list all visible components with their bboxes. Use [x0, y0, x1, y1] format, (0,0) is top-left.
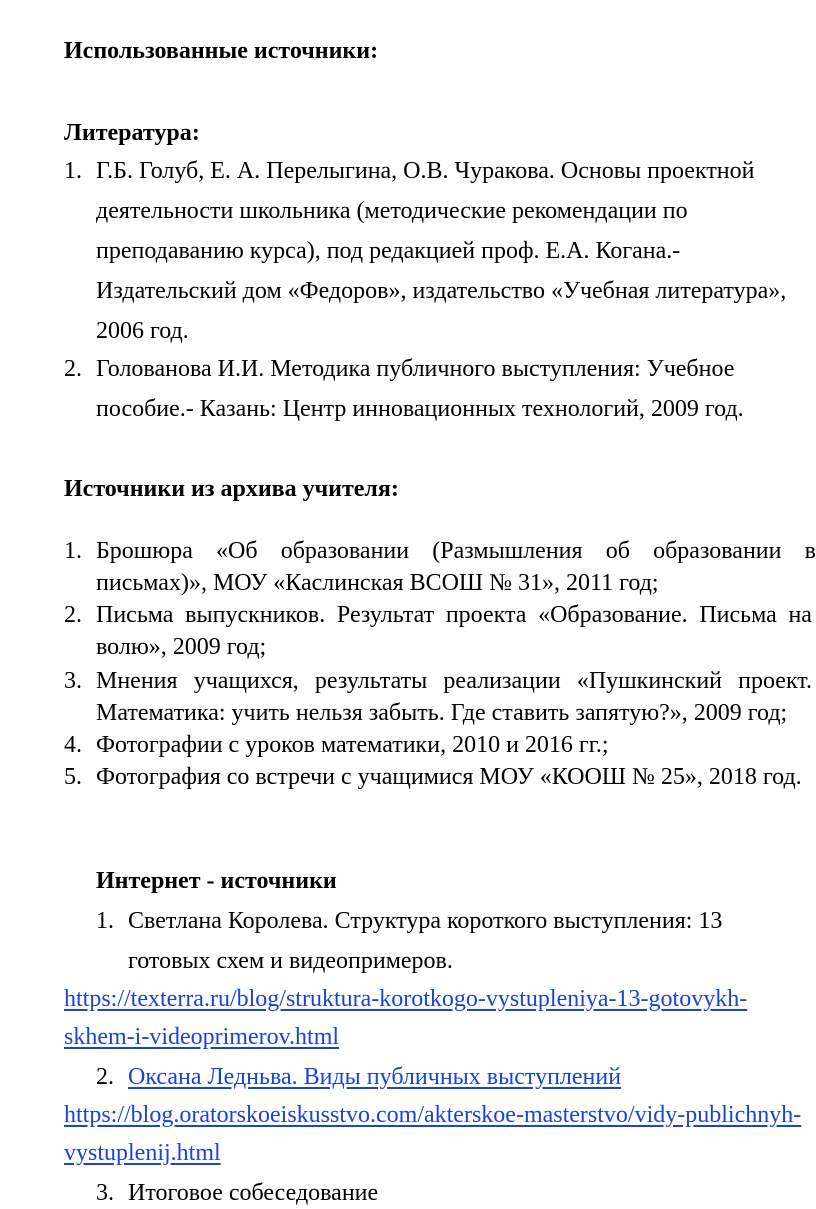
list-number: 1.	[96, 908, 114, 934]
source-url-link[interactable]: vystuplenij.html	[64, 1140, 221, 1166]
list-item-line: 2006 год.	[96, 318, 189, 344]
internet-heading: Интернет - источники	[96, 868, 337, 894]
list-item-line	[96, 538, 816, 565]
list-item-line	[96, 668, 812, 695]
word: «Пушкинский	[576, 668, 723, 694]
list-number: 3.	[64, 668, 82, 694]
page-title: Использованные источники:	[64, 38, 379, 64]
word: на	[788, 602, 812, 628]
word: «Образование.	[538, 602, 688, 628]
list-number: 2.	[64, 356, 82, 382]
word: выпускников.	[185, 602, 326, 628]
list-item-line: Фотография со встречи с учащимися МОУ «КООШ № 25», 2018 год.	[96, 764, 802, 790]
word: образовании	[653, 538, 782, 564]
word: результаты	[314, 668, 428, 694]
literature-heading: Литература:	[64, 120, 200, 146]
list-item-line: волю», 2009 год;	[96, 634, 267, 660]
word: реализации	[443, 668, 561, 694]
source-url-link[interactable]: https://blog.oratorskoeiskusstvo.com/akterskoe-masterstvo/vidy-publichnyh-	[64, 1102, 802, 1128]
list-item-line: Светлана Королева. Структура короткого выступления: 13	[128, 908, 723, 934]
list-item-line: Г.Б. Голуб, Е. А. Перелыгина, О.В. Чуракова. Основы проектной	[96, 158, 755, 184]
list-number: 5.	[64, 764, 82, 790]
list-item-line: Итоговое собеседование	[128, 1180, 379, 1206]
word: учащихся,	[193, 668, 299, 694]
word: Брошюра	[96, 538, 193, 564]
word: (Размышления	[432, 538, 583, 564]
list-item-line: готовых схем и видеопримеров.	[128, 948, 453, 974]
word: Письма	[699, 602, 777, 628]
list-item-line: Фотографии с уроков математики, 2010 и 2016 гг.;	[96, 732, 609, 758]
word: Письма	[96, 602, 174, 628]
word: в	[804, 538, 816, 564]
list-item-line: деятельности школьника (методические рекомендации по	[96, 198, 688, 224]
source-url-link[interactable]: https://texterra.ru/blog/struktura-korotkogo-vystupleniya-13-gotovykh-	[64, 986, 748, 1012]
list-number: 1.	[64, 158, 82, 184]
list-item-line: Голованова И.И. Методика публичного выступления: Учебное	[96, 356, 735, 382]
list-number: 2.	[96, 1064, 114, 1090]
list-item-line	[96, 602, 812, 629]
word: образовании	[280, 538, 410, 564]
word: «Об	[216, 538, 258, 564]
list-number: 1.	[64, 538, 82, 564]
list-item-line: Математика: учить нельзя забыть. Где ставить запятую?», 2009 год;	[96, 700, 788, 726]
list-number: 2.	[64, 602, 82, 628]
list-item-line: пособие.- Казань: Центр инновационных технологий, 2009 год.	[96, 396, 744, 422]
word: Результат	[336, 602, 435, 628]
archive-heading: Источники из архива учителя:	[64, 476, 399, 502]
word: проекта	[445, 602, 527, 628]
word: проект.	[738, 668, 812, 694]
source-url-link[interactable]: skhem-i-videoprimerov.html	[64, 1024, 340, 1050]
list-item-line: Издательский дом «Федоров», издательство «Учебная литература»,	[96, 278, 787, 304]
word: Мнения	[96, 668, 178, 694]
list-number: 4.	[64, 732, 82, 758]
list-item-line: письмах)», МОУ «Каслинская ВСОШ № 31», 2011 год;	[96, 570, 659, 596]
list-item-line: преподаванию курса), под редакцией проф. Е.А. Когана.-	[96, 238, 681, 264]
word: об	[605, 538, 630, 564]
source-title-link[interactable]: Оксана Ледньва. Виды публичных выступлений	[128, 1064, 622, 1090]
list-number: 3.	[96, 1180, 114, 1206]
